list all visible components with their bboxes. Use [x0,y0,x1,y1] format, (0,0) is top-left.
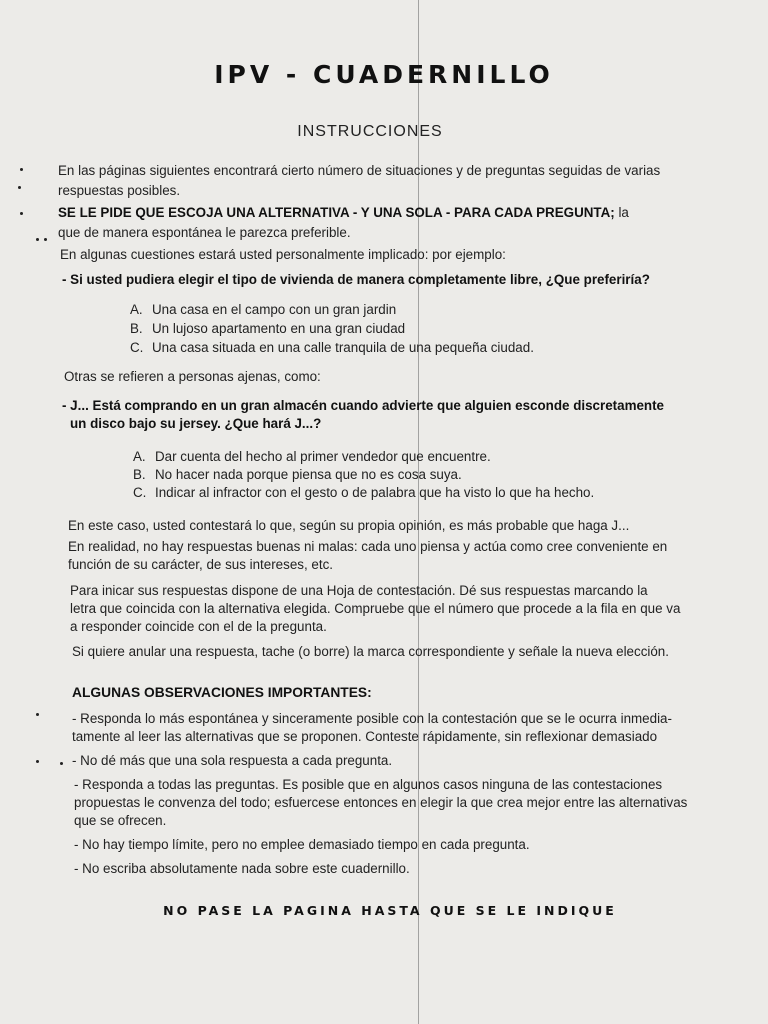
option-letter: A. [133,449,146,464]
reality-line-2: función de su carácter, de sus intereses, etc. [68,557,333,572]
cancel-paragraph: Si quiere anular una respuesta, tache (o borre) la marca correspondiente y señale la nueva elección. [72,644,669,659]
example1-option-b [130,321,405,336]
start-line-3: a responder coincide con el de la pregunta. [70,619,327,634]
option-letter: B. [133,467,146,482]
example2-option-b [133,467,462,482]
observation-4: - No hay tiempo límite, pero no emplee demasiado tiempo en cada pregunta. [74,837,530,852]
reality-line-1: En realidad, no hay respuestas buenas ni malas: cada uno piensa y actúa como cree conveniente en [68,539,668,554]
start-line-2: letra que coincida con la alternativa elegida. Compruebe que el número que procede a la fila en que va [70,601,681,616]
rule-tail-text: la [614,205,629,220]
margin-speck [20,212,23,215]
intro-line-2: respuestas posibles. [58,183,181,198]
example2-question-line-2: un disco bajo su jersey. ¿Que hará J...? [70,416,322,431]
option-text: Una casa situada en una calle tranquila de una pequeña ciudad. [152,340,534,355]
others-intro: Otras se refieren a personas ajenas, como: [64,369,321,384]
example1-option-c [130,340,534,355]
intro-line-1: En las páginas siguientes encontrará cierto número de situaciones y de preguntas seguidas de varias [58,163,661,178]
document-title: IPV - CUADERNILLO [214,60,554,89]
rule-line-2: que de manera espontánea le parezca preferible. [58,225,351,240]
option-text: Un lujoso apartamento en una gran ciudad [152,321,406,336]
observation-3-line-1: - Responda a todas las preguntas. Es posible que en algunos casos ninguna de las contestaciones [74,777,663,792]
example2-question-line-1: - J... Está comprando en un gran almacén cuando advierte que alguien esconde discretamente [62,398,665,413]
option-letter: C. [133,485,147,500]
option-text: Una casa en el campo con un gran jardin [152,302,397,317]
instructions-heading: INSTRUCCIONES [297,123,443,140]
margin-speck [36,760,39,763]
observation-2: - No dé más que una sola respuesta a cada pregunta. [72,753,393,768]
start-line-1: Para inicar sus respuestas dispone de una Hoja de contestación. Dé sus respuestas marcando la [70,583,648,598]
footer-notice: NO PASE LA PAGINA HASTA QUE SE LE INDIQUE [163,903,617,918]
option-letter: C. [130,340,144,355]
observation-3-line-2: propuestas le convenza del todo; esfuercese entonces en elegir la que crea mejor entre las alternativas [74,795,688,810]
rule-bold-text: SE LE PIDE QUE ESCOJA UNA ALTERNATIVA - Y UNA SOLA - PARA CADA PREGUNTA; [58,205,615,220]
margin-speck [18,186,21,189]
page-fold-line [418,0,419,1024]
observation-1-line-1: - Responda lo más espontánea y sinceramente posible con la contestación que se le ocurra inmedia- [72,711,672,726]
option-letter: A. [130,302,143,317]
margin-speck [36,713,39,716]
option-letter: B. [130,321,143,336]
option-text: No hacer nada porque piensa que no es cosa suya. [155,467,462,482]
observation-1-line-2: tamente al leer las alternativas que se proponen. Conteste rápidamente, sin reflexionar demasiado [72,729,658,744]
example-intro: En algunas cuestiones estará usted personalmente implicado: por ejemplo: [60,247,506,262]
rule-line-1 [58,204,629,221]
example2-option-c [133,485,594,500]
option-text: Indicar al infractor con el gesto o de palabra que ha visto lo que ha hecho. [155,485,595,500]
observation-3-line-3: que se ofrecen. [74,813,167,828]
example1-question: - Si usted pudiera elegir el tipo de vivienda de manera completamente libre, ¿Que preferiría? [62,272,650,287]
observation-5: - No escriba absolutamente nada sobre este cuadernillo. [74,861,410,876]
option-text: Dar cuenta del hecho al primer vendedor que encuentre. [155,449,491,464]
example1-option-a [130,302,396,317]
case-paragraph: En este caso, usted contestará lo que, según su propia opinión, es más probable que haga J... [68,518,630,533]
margin-speck [36,238,39,241]
observations-heading: ALGUNAS OBSERVACIONES IMPORTANTES: [72,685,372,700]
example2-option-a [133,449,491,464]
margin-speck [20,168,23,171]
margin-speck [60,762,63,765]
margin-speck [44,238,47,241]
